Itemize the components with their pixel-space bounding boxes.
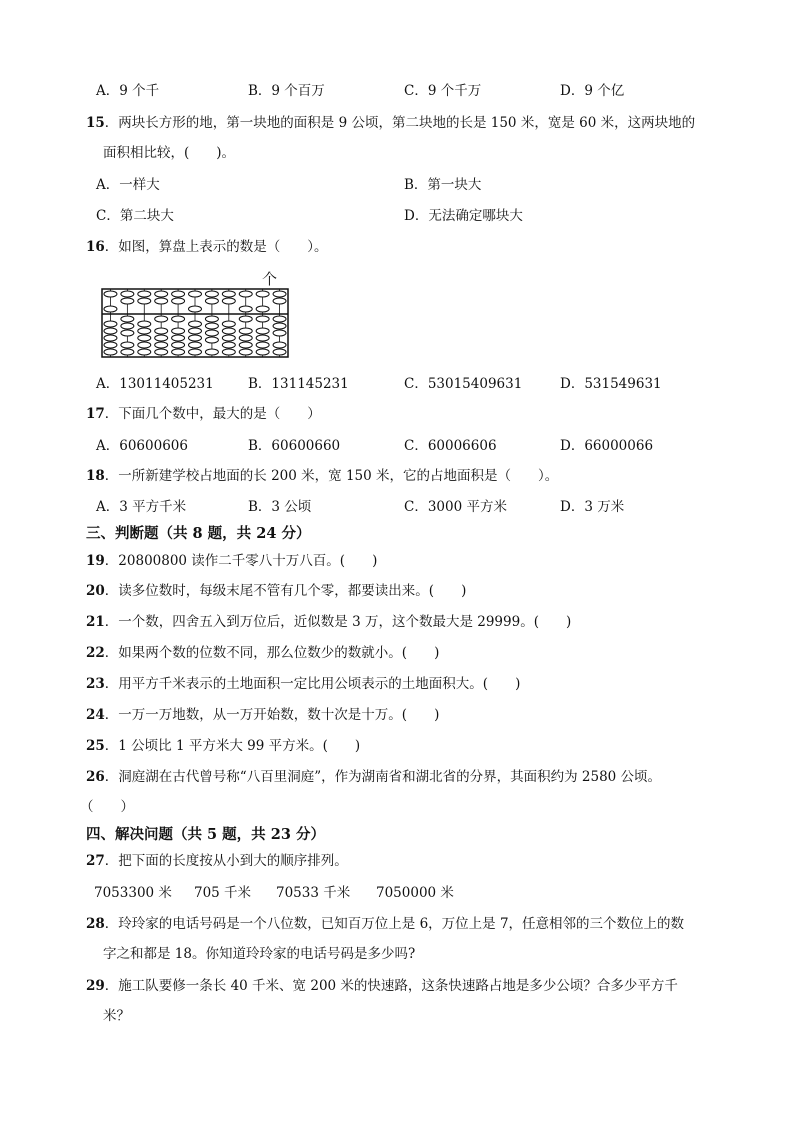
question-28 [86,915,684,933]
q18-option-a: A．3 平方千米 [96,499,187,515]
abacus-bead [104,349,117,355]
abacus-bead [121,342,134,348]
abacus-bead [273,298,286,304]
abacus-bead [273,330,286,336]
q16-option-a: A．13011405231 [96,376,214,392]
q14-option-a: A．9 个千 [96,83,160,99]
abacus-bead [222,328,235,334]
q15-option-a: A．一样大 [96,177,160,193]
q16-option-d: D．531549631 [560,376,662,392]
abacus-bead [222,321,235,327]
question-text: ．施工队要修一条长 40 千米、宽 200 米的快速路，这条快速路占地是多少公顷？合多少平方千 [104,978,678,994]
question-text: ．一所新建学校占地面的长 200 米，宽 150 米，它的占地面积是（ ）。 [104,468,559,484]
abacus-bead [256,291,269,297]
abacus-bead [222,298,235,304]
question-text: ．1 公顷比 1 平方米大 99 平方米。( ) [104,738,361,754]
abacus-bead [155,328,168,334]
abacus-bead [104,321,117,327]
question-text: ．读多位数时，每级末尾不管有几个零，都要读出来。( ) [104,583,467,599]
abacus-bead [155,298,168,304]
question-18 [86,467,558,485]
abacus-bead [138,291,151,297]
abacus-bead [239,335,252,341]
abacus-bead [138,298,151,304]
question-number: 25 [86,738,105,754]
abacus-bead [104,342,117,348]
abacus-bead [104,306,117,312]
q27-item-4: 7050000 米 [376,885,454,901]
abacus-bead [205,337,218,343]
question-number: 28 [86,916,105,932]
question-number: 16 [86,239,105,255]
abacus-bead [155,291,168,297]
abacus-bead [273,349,286,355]
abacus-bead [104,328,117,334]
abacus-bead [121,330,134,336]
abacus-bead [189,328,202,334]
question-text: ．下面几个数中，最大的是（ ） [104,406,321,422]
question-text: ．一万一万地数，从一万开始数，数十次是十万。( ) [104,707,440,723]
abacus-bead [121,323,134,329]
question-number: 21 [86,614,105,630]
question-number: 18 [86,468,105,484]
abacus-bead [172,335,185,341]
q18-option-b: B．3 公顷 [248,499,312,515]
abacus-bead [172,342,185,348]
abacus-bead [155,349,168,355]
abacus-bead [205,323,218,329]
section-4-heading: 四、解决问题（共 5 题，共 23 分） [86,826,325,843]
q14-option-c: C．9 个千万 [404,83,482,99]
question-number: 26 [86,769,105,785]
question-17 [86,405,321,423]
abacus-bead [104,291,117,297]
q15-option-b: B．第一块大 [404,177,482,193]
question-text: ．如果两个数的位数不同，那么位数少的数就小。( ) [104,645,440,661]
abacus-bead [222,291,235,297]
q18-option-c: C．3000 平方米 [404,499,507,515]
question-number: 27 [86,853,105,869]
abacus-bead [256,342,269,348]
abacus-bead [104,335,117,341]
q17-option-c: C．60006606 [404,438,497,454]
abacus-bead [273,316,286,322]
question-25 [86,737,360,755]
abacus-bead [273,291,286,297]
abacus-bead [239,291,252,297]
abacus-bead [138,342,151,348]
question-26 [86,768,661,786]
question-22 [86,644,439,662]
abacus-bead [205,316,218,322]
abacus-bead [273,342,286,348]
abacus-bead [155,342,168,348]
abacus-bead [189,321,202,327]
abacus-bead [172,291,185,297]
q15-option-c: C．第二块大 [96,208,174,224]
q27-item-1: 7053300 米 [94,885,172,901]
abacus-bead [256,335,269,341]
abacus-bead [205,291,218,297]
abacus-bead [256,316,269,322]
question-text: ．两块长方形的地，第一块地的面积是 9 公顷，第二块地的长是 150 米，宽是 60 米，这两块地的 [104,115,696,131]
abacus-marker: 个 [262,270,278,288]
abacus-bead [222,349,235,355]
question-26-cont: （ ） [80,799,134,815]
question-number: 29 [86,978,105,994]
abacus-bead [189,342,202,348]
question-16 [86,238,328,256]
abacus-bead [172,298,185,304]
abacus-bead [189,349,202,355]
abacus-bead [138,335,151,341]
abacus-bead [256,349,269,355]
question-number: 24 [86,707,105,723]
question-number: 23 [86,676,105,692]
q14-option-b: B．9 个百万 [248,83,325,99]
question-number: 17 [86,406,105,422]
abacus-bead [239,306,252,312]
q16-option-b: B．131145231 [248,376,349,392]
abacus-bead [189,335,202,341]
question-text: ．20800800 读作二千零八十万八百。( ) [104,553,378,569]
q16-option-c: C．53015409631 [404,376,523,392]
question-24 [86,706,439,724]
question-number: 19 [86,553,105,569]
question-number: 15 [86,115,105,131]
abacus-bead [121,291,134,297]
question-21 [86,613,571,631]
abacus-bead [205,330,218,336]
abacus-bead [121,316,134,322]
abacus-bead [205,298,218,304]
abacus-bead [239,328,252,334]
abacus-bead [138,321,151,327]
abacus-bead [172,316,185,322]
abacus-figure [100,287,290,359]
question-20 [86,582,466,600]
abacus-bead [273,323,286,329]
question-number: 22 [86,645,105,661]
question-text: ．用平方千米表示的土地面积一定比用公顷表示的土地面积大。( ) [104,676,521,692]
q15-option-d: D．无法确定哪块大 [404,208,523,224]
question-29-cont: 米？ [103,1008,130,1024]
q17-option-d: D．66000066 [560,438,654,454]
section-3-heading: 三、判断题（共 8 题，共 24 分） [86,525,311,542]
question-text: ．一个数，四舍五入到万位后，近似数是 3 万，这个数最大是 29999。( ) [104,614,572,630]
question-29 [86,977,678,995]
question-28-cont: 字之和都是 18。你知道玲玲家的电话号码是多少吗? [103,946,416,962]
q17-option-a: A．60600606 [96,438,188,454]
question-23 [86,675,520,693]
q27-item-3: 70533 千米 [276,885,351,901]
abacus-bead [121,349,134,355]
question-19 [86,552,377,570]
abacus-bead [189,306,202,312]
question-number: 20 [86,583,105,599]
q18-option-d: D．3 万米 [560,499,625,515]
abacus-bead [155,335,168,341]
question-text: ．玲玲家的电话号码是一个八位数，已知百万位上是 6，万位上是 7，任意相邻的三个数位上的数 [104,916,685,932]
question-text: ．如图，算盘上表示的数是（ ）。 [104,239,328,255]
abacus-bead [222,342,235,348]
q14-option-d: D．9 个亿 [560,83,625,99]
abacus-bead [239,349,252,355]
abacus-bead [172,349,185,355]
abacus-bead [172,328,185,334]
question-text: ．把下面的长度按从小到大的顺序排列。 [104,853,348,869]
abacus-bead [239,342,252,348]
abacus-bead [256,306,269,312]
abacus-bead [138,349,151,355]
abacus-bead [138,328,151,334]
q17-option-b: B．60600660 [248,438,341,454]
abacus-bead [256,328,269,334]
question-text: ．洞庭湖在古代曾号称“八百里洞庭”，作为湖南省和湖北省的分界，其面积约为 2580 公顷。 [104,769,662,785]
abacus-bead [239,316,252,322]
abacus-bead [205,349,218,355]
abacus-bead [222,335,235,341]
abacus-bead [155,316,168,322]
question-27 [86,852,348,870]
question-15-cont: 面积相比较，( )。 [103,145,236,161]
question-15 [86,114,695,132]
abacus-bead [189,291,202,297]
abacus-bead [121,298,134,304]
q27-item-2: 705 千米 [194,885,252,901]
